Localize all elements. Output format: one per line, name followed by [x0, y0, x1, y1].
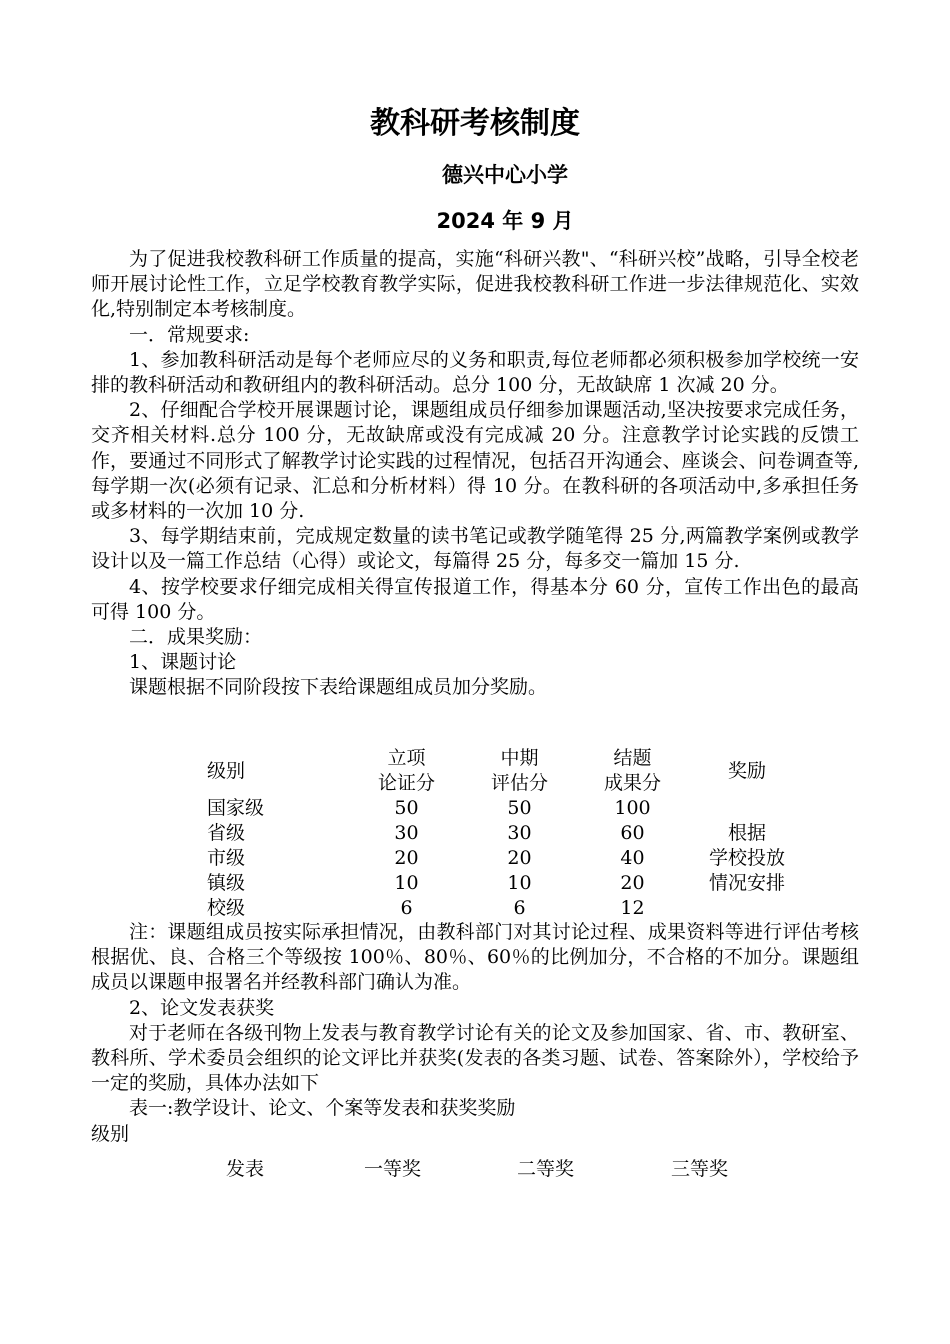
row-level: 省级 [207, 822, 246, 844]
table-row [207, 846, 805, 871]
table2-level-label: 级别 [91, 1122, 130, 1145]
row-value-c: 100 [614, 797, 651, 819]
col3-header-bottom: 成果分 [603, 772, 661, 794]
rule-3: 3、每学期结束前，完成规定数量的读书笔记或教学随笔得 25 分,两篇教学案例或教学设计以及一篇工作总结（心得）或论文，每篇得 25 分，每多交一篇加 15 分. [91, 525, 859, 573]
row-reward: 学校投放 [708, 847, 785, 869]
row-value-a: 6 [400, 897, 413, 919]
row-level: 市级 [207, 847, 246, 869]
row-value-a: 10 [394, 872, 419, 894]
row-value-c: 40 [620, 847, 645, 869]
item2-text: 对于老师在各级刊物上发表与教育教学讨论有关的论文及参加国家、省、市、教研室、教科所、学术委员会组织的论文评比并获奖(发表的各类习题、试卷、答案除外），学校给予一定的奖励，具体办法如下 [91, 1021, 859, 1095]
row-value-c: 20 [620, 872, 645, 894]
table-header-row [207, 746, 805, 771]
col1-header-bottom: 论证分 [377, 772, 435, 794]
table2-header-second-prize: 二等奖 [517, 1158, 575, 1180]
row-value-a: 30 [394, 822, 419, 844]
row-value-b: 30 [507, 822, 532, 844]
document-body [91, 247, 859, 701]
table-row [207, 871, 805, 896]
col1-header-top: 立项 [387, 747, 426, 769]
item2-heading: 2、论文发表获奖 [129, 996, 275, 1019]
project-reward-table [207, 746, 805, 921]
row-reward [689, 796, 805, 821]
rule-2: 2、仔细配合学校开展课题讨论，课题组成员仔细参加课题活动,坚决按要求完成任务，交齐相关材料.总分 100 分，无故缺席或没有完成减 20 分。注意教学讨论实践的反馈工作，要通过不同形式了解教学讨论实践的过程情况，包括召开沟通会、座谈会、问卷调查等,每学期一次(必须有记录、汇总和分析材料）得 10 分。在教科研的各项活动中,多承担任务或多材料的一次加 10 分. [91, 399, 859, 523]
row-reward [689, 896, 805, 921]
row-value-b: 20 [507, 847, 532, 869]
row-value-a: 20 [394, 847, 419, 869]
row-value-b: 10 [507, 872, 532, 894]
col2-header-top: 中期 [500, 747, 539, 769]
table2-header-publish: 发表 [226, 1158, 265, 1180]
row-level: 镇级 [207, 872, 246, 894]
level-header: 级别 [207, 759, 246, 782]
table2-header-third-prize: 三等奖 [671, 1158, 729, 1180]
row-value-b: 50 [507, 797, 532, 819]
row-level: 校级 [207, 897, 246, 919]
col2-header-bottom: 评估分 [490, 772, 548, 794]
reward-header: 奖励 [727, 759, 766, 782]
table2-caption: 表一:教学设计、论文、个案等发表和获奖奖励 [129, 1097, 516, 1120]
page-title: 教科研考核制度 [370, 106, 580, 141]
intro-paragraph: 为了促进我校教科研工作质量的提高，实施“科研兴教"、“科研兴校”战略，引导全校老师开展讨论性工作，立足学校教育教学实际，促进我校教科研工作进一步法律规范化、实效化,特别制定本考核制度。 [91, 248, 859, 321]
row-value-b: 6 [513, 897, 526, 919]
row-value-a: 50 [394, 797, 419, 819]
table2-header-first-prize: 一等奖 [364, 1158, 422, 1180]
row-value-c: 60 [620, 822, 645, 844]
section1-heading: 一．常规要求: [129, 323, 250, 346]
row-value-c: 12 [620, 897, 645, 919]
row-reward: 根据 [727, 822, 766, 844]
item1-heading: 1、课题讨论 [129, 651, 237, 674]
document-body-continued [91, 920, 859, 1147]
document-date: 2024 年 9 月 [436, 209, 574, 233]
rule-1: 1、参加教科研活动是每个老师应尽的义务和职责,每位老师都必须积极参加学校统一安排的教科研活动和教研组内的教科研活动。总分 100 分，无故缺席 1 次减 20 分。 [91, 348, 859, 397]
item1-intro: 课题根据不同阶段按下表给课题组成员加分奖励。 [129, 676, 548, 699]
section2-heading: 二．成果奖励： [129, 626, 263, 649]
col3-header-top: 结题 [613, 747, 652, 769]
row-reward: 情况安排 [708, 872, 785, 894]
table-row [207, 896, 805, 921]
note-paragraph: 注：课题组成员按实际承担情况，由教科部门对其讨论过程、成果资料等进行评估考核根据优、良、合格三个等级按 100％、80％、60％的比例加分，不合格的不加分。课题组成员以课题申报署名并经教科部门确认为准。 [91, 921, 859, 994]
table-row [207, 821, 805, 846]
table-row [207, 796, 805, 821]
rule-4: 4、按学校要求仔细完成相关得宣传报道工作，得基本分 60 分，宣传工作出色的最高可得 100 分。 [91, 575, 859, 623]
school-name: 德兴中心小学 [442, 163, 568, 187]
row-level: 国家级 [207, 797, 265, 819]
